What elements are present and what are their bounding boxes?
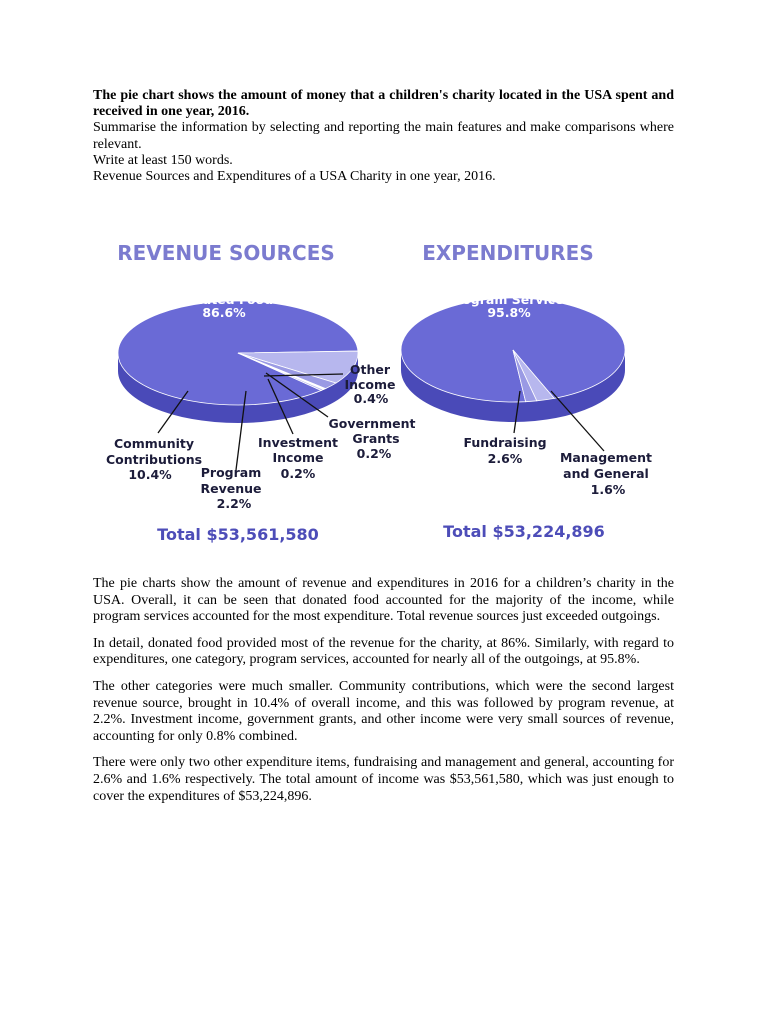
- label-program-revenue-2: Revenue: [200, 481, 262, 496]
- value-other: 0.4%: [353, 391, 389, 406]
- task-word-count: Write at least 150 words.: [93, 152, 233, 168]
- label-investment-2: Income: [272, 450, 324, 465]
- revenue-total: Total $53,561,580: [157, 525, 319, 544]
- expenditures-pie-chart: [401, 241, 652, 541]
- value-management: 1.6%: [590, 482, 626, 497]
- essay-paragraph-4: There were only two other expenditure items, fundraising and management and general, accounting for 2.6% and 1.6% respectively. The total amount of income was $53,561,580, which was just enough to cover the expenditures of $53,224,896.: [93, 755, 674, 804]
- label-community-2: Contributions: [105, 452, 203, 467]
- label-program-revenue-1: Program: [200, 465, 262, 480]
- label-government-1: Government: [328, 416, 416, 431]
- label-donated-food: Donated Food: [174, 292, 274, 307]
- revenue-chart-title: REVENUE SOURCES: [117, 241, 335, 265]
- label-community-1: Community: [113, 436, 195, 451]
- task-instruction: Summarise the information by selecting and reporting the main features and make comparisons where relevant.: [93, 120, 674, 152]
- essay-paragraph-3: The other categories were much smaller. Community contributions, which were the second largest revenue source, brought in 10.4% of overall income, and this was followed by program revenue, at 2.2%. Investment income, government grants, and other income were very small sources of revenue, accounting for only 0.8% combined.: [93, 678, 674, 744]
- value-donated-food: 86.6%: [202, 305, 246, 320]
- label-fundraising: Fundraising: [463, 435, 547, 450]
- value-community: 10.4%: [128, 467, 172, 482]
- value-program-revenue: 2.2%: [216, 496, 252, 511]
- task-block: [93, 88, 674, 185]
- value-government: 0.2%: [356, 446, 392, 461]
- pie-charts-figure: [96, 228, 676, 558]
- label-government-2: Grants: [352, 431, 400, 446]
- value-program-services: 95.8%: [487, 305, 531, 320]
- essay-paragraph-2: In detail, donated food provided most of the revenue for the charity, at 86%. Similarly, with regard to expenditures, one category, program services, accounted for nearly all of the outgoings, at 95.8%.: [93, 635, 674, 668]
- essay-paragraph-1: The pie charts show the amount of revenue and expenditures in 2016 for a children’s charity in the USA. Overall, it can be seen that donated food accounted for the majority of the income, while program services accounted for the most expenditure. Total revenue sources just exceeded outgoings.: [93, 576, 674, 625]
- label-other-1: Other: [349, 362, 391, 377]
- label-management-2: and General: [563, 466, 649, 481]
- essay: [93, 576, 674, 815]
- chart-caption: Revenue Sources and Expenditures of a USA Charity in one year, 2016.: [93, 169, 496, 185]
- label-program-services: Program Services: [446, 292, 572, 307]
- label-investment-1: Investment: [258, 435, 338, 450]
- expenditures-total: Total $53,224,896: [443, 522, 605, 541]
- pie-charts-svg: [96, 228, 676, 558]
- task-title: The pie chart shows the amount of money that a children's charity located in the USA spent and received in one year, 2016.: [93, 88, 674, 120]
- revenue-pie-chart: [106, 241, 416, 544]
- label-management-1: Management: [559, 450, 653, 465]
- value-fundraising: 2.6%: [487, 451, 523, 466]
- value-investment: 0.2%: [280, 466, 316, 481]
- label-other-2: Income: [344, 377, 396, 392]
- expenditures-chart-title: EXPENDITURES: [422, 241, 594, 265]
